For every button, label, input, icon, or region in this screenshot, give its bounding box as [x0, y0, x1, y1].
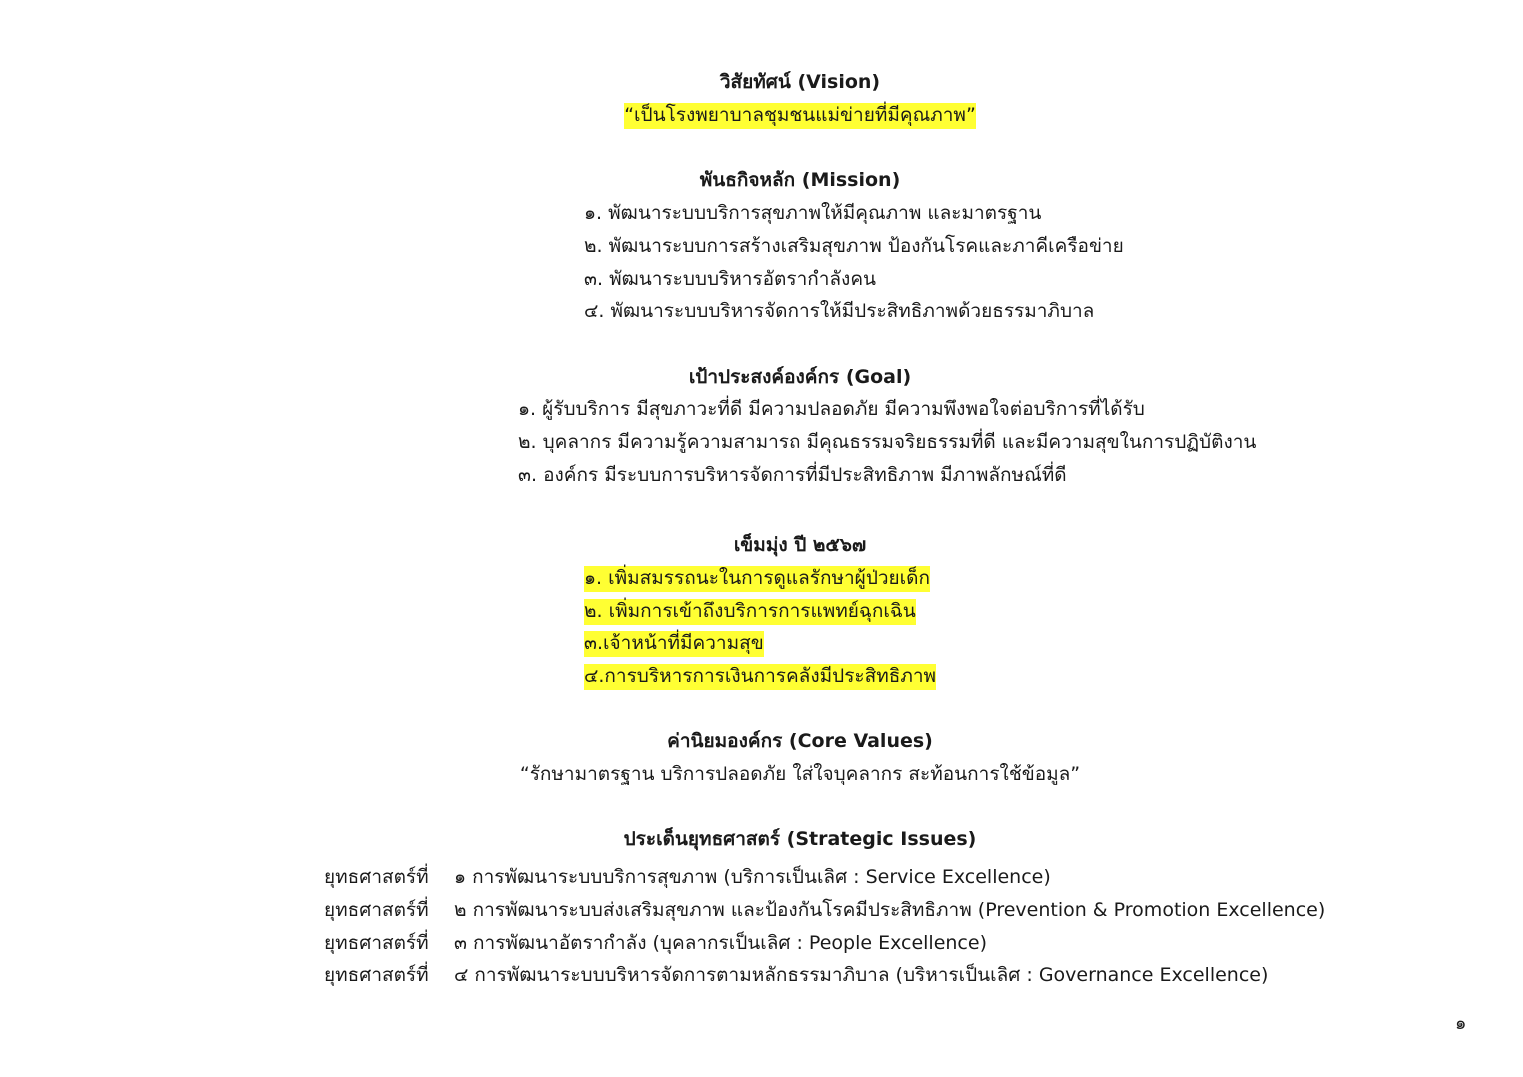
strategic-item-2 — [324, 896, 1325, 926]
focus-item-1-row — [584, 564, 930, 594]
strategic-item-label: ยุทธศาสตร์ที่ — [324, 899, 429, 921]
mission-item-3: ๓. พัฒนาระบบบริหารอัตรากำลังคน — [584, 268, 877, 290]
strategic-item-label: ยุทธศาสตร์ที่ — [324, 964, 429, 986]
page-number: ๑ — [1455, 1013, 1467, 1034]
focus-item-3: ๓.เจ้าหน้าที่มีความสุข — [584, 631, 764, 657]
mission-item-2: ๒. พัฒนาระบบการสร้างเสริมสุขภาพ ป้องกันโรคและภาคีเครือข่าย — [584, 235, 1124, 257]
goal-heading: เป้าประสงค์องค์กร (Goal) — [688, 366, 912, 388]
focus-item-2: ๒. เพิ่มการเข้าถึงบริการการแพทย์ฉุกเฉิน — [584, 599, 916, 625]
vision-statement: “เป็นโรงพยาบาลชุมชนแม่ข่ายที่มีคุณภาพ” — [624, 103, 976, 129]
strategic-item-label: ยุทธศาสตร์ที่ — [324, 866, 429, 888]
strategic-item-text: ๔ การพัฒนาระบบบริหารจัดการตามหลักธรรมาภิบาล (บริหารเป็นเลิศ : Governance Excellence) — [454, 964, 1269, 986]
vision-statement-row — [0, 101, 1523, 131]
goal-item-1: ๑. ผู้รับบริการ มีสุขภาวะที่ดี มีความปลอดภัย มีความพึงพอใจต่อบริการที่ได้รับ — [518, 398, 1145, 420]
focus-item-2-row — [584, 597, 916, 627]
goal-item-3: ๓. องค์กร มีระบบการบริหารจัดการที่มีประสิทธิภาพ มีภาพลักษณ์ที่ดี — [518, 464, 1067, 486]
strategic-item-text: ๑ การพัฒนาระบบบริการสุขภาพ (บริการเป็นเลิศ : Service Excellence) — [454, 866, 1051, 888]
focus-item-4-row — [584, 662, 936, 692]
focus-item-4: ๔.การบริหารการเงินการคลังมีประสิทธิภาพ — [584, 664, 936, 690]
vision-heading: วิสัยทัศน์ (Vision) — [719, 71, 881, 93]
mission-item-1: ๑. พัฒนาระบบบริการสุขภาพให้มีคุณภาพ และมาตรฐาน — [584, 202, 1042, 224]
core-values-heading: ค่านิยมองค์กร (Core Values) — [667, 730, 933, 752]
strategic-heading: ประเด็นยุทธศาสตร์ (Strategic Issues) — [623, 828, 977, 850]
strategic-item-label: ยุทธศาสตร์ที่ — [324, 932, 429, 954]
strategic-item-4 — [324, 961, 1268, 991]
mission-heading: พันธกิจหลัก (Mission) — [699, 169, 901, 191]
focus-item-3-row — [584, 629, 764, 659]
mission-item-4: ๔. พัฒนาระบบบริหารจัดการให้มีประสิทธิภาพด้วยธรรมาภิบาล — [584, 300, 1095, 322]
strategic-item-3 — [324, 929, 987, 959]
strategic-item-1 — [324, 863, 1051, 893]
strategic-item-text: ๓ การพัฒนาอัตรากำลัง (บุคลากรเป็นเลิศ : People Excellence) — [454, 932, 987, 954]
focus-heading: เข็มมุ่ง ปี ๒๕๖๗ — [733, 534, 867, 556]
strategic-item-text: ๒ การพัฒนาระบบส่งเสริมสุขภาพ และป้องกันโรคมีประสิทธิภาพ (Prevention & Promotion Excellence) — [454, 899, 1326, 921]
goal-item-2: ๒. บุคลากร มีความรู้ความสามารถ มีคุณธรรมจริยธรรมที่ดี และมีความสุขในการปฏิบัติงาน — [518, 431, 1257, 453]
focus-item-1: ๑. เพิ่มสมรรถนะในการดูแลรักษาผู้ป่วยเด็ก — [584, 566, 930, 592]
core-values-statement: “รักษามาตรฐาน บริการปลอดภัย ใส่ใจบุคลากร สะท้อนการใช้ข้อมูล” — [519, 763, 1081, 785]
